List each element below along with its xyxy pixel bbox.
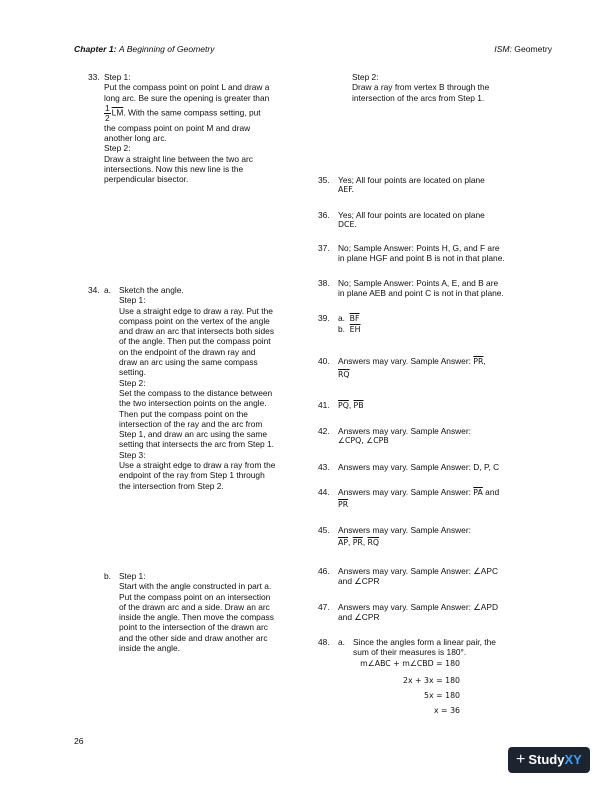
equation-line: m∠ABC + m∠CBD = 180 <box>360 659 460 668</box>
answer-line: and draw an arc that intersects both sides <box>119 326 275 337</box>
answer-line: Draw a ray from vertex B through the <box>352 82 490 93</box>
equation-line: 2x + 3x = 180 <box>402 676 460 685</box>
answer-line: of the angle. Then put the compass point <box>119 336 271 347</box>
answer-line: Start with the angle constructed in part a. <box>119 581 272 592</box>
answer-line: compass point on the vertex of the angle <box>119 315 270 326</box>
step-label: Step 3: <box>119 449 146 460</box>
answer-line: $\frac{1}{2}$ $\overline{LM}$. With the same compass setting, put <box>105 102 261 123</box>
plus-icon: + <box>516 751 526 768</box>
part-b-body <box>119 571 309 653</box>
segment-lm: $\overline{LM}$ <box>111 107 124 118</box>
segment-answer: $\overline{BF}$ <box>349 314 360 323</box>
answer-line: Use a straight edge to draw a ray from the <box>119 460 276 471</box>
equation-line: 5x = 180 <box>424 691 460 700</box>
answer-line: Draw a straight line between the two arc <box>104 153 253 164</box>
answer-line: perpendicular bisector. <box>104 174 189 185</box>
answer-line: Put the compass point on an intersection <box>119 591 271 602</box>
part-a-body <box>119 285 309 491</box>
answer-line: intersection of the arcs from Step 1. <box>352 92 485 103</box>
answer-line: intersection of the ray and the arc from <box>119 418 263 429</box>
answer-line: Put the compass point on point L and draw a <box>104 82 270 93</box>
answer-line: and the other side and draw another arc <box>119 632 268 643</box>
answer-line: another long arc. <box>104 133 167 144</box>
answer-line: endpoint of the ray from Step 1 through <box>119 470 265 481</box>
answer-line: setting that intersects the arc from Step 1. <box>119 439 275 450</box>
answer-line: Sketch the angle. <box>119 285 184 295</box>
step-label: Step 2: <box>104 143 131 154</box>
step-label: Step 1: <box>104 72 131 82</box>
question-33-continued <box>352 72 552 103</box>
answer-line: intersections. Now this new line is the <box>104 164 244 175</box>
page-header <box>74 44 552 56</box>
question-number: 34. <box>88 285 100 295</box>
answer-line: Set the compass to the distance between <box>119 387 273 398</box>
answer-line: of the drawn arc and a side. Draw an arc <box>119 601 270 612</box>
chapter-heading: Chapter 1: A Beginning of Geometry <box>74 44 215 54</box>
answer-line: inside the angle. Then move the compass <box>119 612 274 623</box>
page-number: 26 <box>74 736 84 746</box>
step-label: Step 1: <box>119 571 146 581</box>
part-label: a. <box>104 285 111 295</box>
answer-line: the two intersection points on the angle. <box>119 398 267 409</box>
equation-line: x = 36 <box>433 706 460 715</box>
segment-answer: $\overline{EH}$ <box>349 325 361 335</box>
answer-line: long arc. Be sure the opening is greater than <box>104 92 270 103</box>
step-label: Step 2: <box>352 72 379 82</box>
step-label: Step 1: <box>119 295 146 306</box>
answer-line: the intersection from Step 2. <box>119 480 224 491</box>
answer-line: Step 1, and draw an arc using the same <box>119 429 268 440</box>
book-heading: ISM: Geometry <box>494 44 552 54</box>
answer-line: setting. <box>119 367 147 378</box>
answer-line: Then put the compass point on the <box>119 408 248 419</box>
answer-line: draw an arc using the same compass <box>119 357 258 368</box>
studyxy-logo[interactable]: + StudyXY <box>508 747 590 773</box>
answer-line: point to the intersection of the drawn arc <box>119 622 268 633</box>
answer-line: inside the angle. <box>119 643 180 654</box>
fraction-one-half: $\frac{1}{2}$ <box>105 102 110 123</box>
answer-line: Use a straight edge to draw a ray. Put the <box>119 305 273 316</box>
step-label: Step 2: <box>119 377 146 388</box>
question-number: 33. <box>88 72 100 82</box>
answer-line: the compass point on point M and draw <box>104 122 251 133</box>
part-label: b. <box>104 571 111 581</box>
answer-line: on the endpoint of the drawn ray and <box>119 346 256 357</box>
